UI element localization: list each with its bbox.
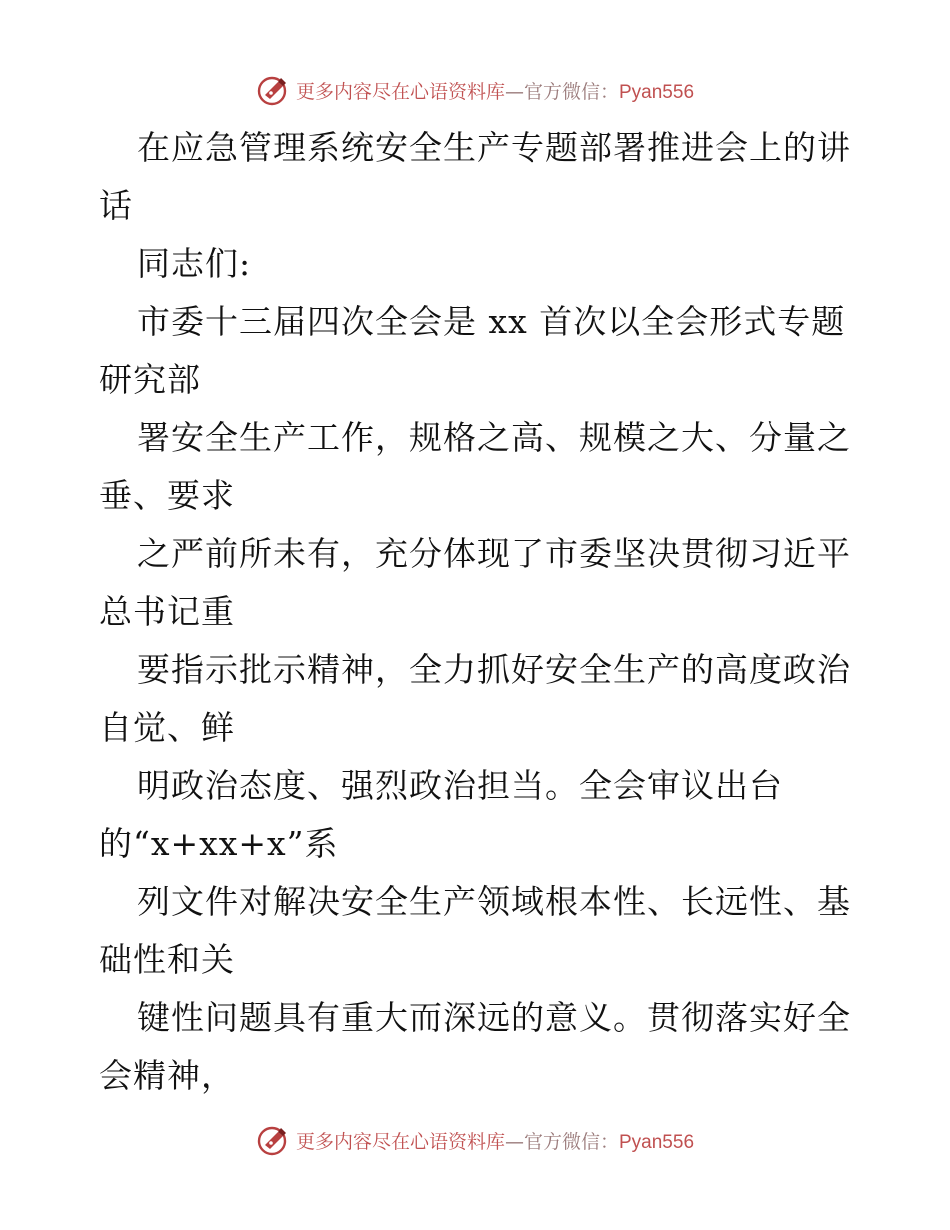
watermark-text: 更多内容尽在心语资料库—官方微信：Pyan556 bbox=[295, 1130, 695, 1153]
paragraph-line: 础性和关 bbox=[99, 940, 235, 979]
header-watermark bbox=[0, 70, 950, 110]
paragraph-line: 市委十三届四次全会是 xx 首次以全会形式专题 bbox=[137, 302, 846, 341]
paragraph-line: 键性问题具有重大而深远的意义。贯彻落实好全 bbox=[137, 998, 851, 1037]
paragraph-line: 会精神， bbox=[99, 1056, 235, 1095]
paragraph-line: 垂、要求 bbox=[99, 476, 235, 515]
paragraph-line: 自觉、鲜 bbox=[99, 708, 235, 747]
watermark-text: 更多内容尽在心语资料库—官方微信：Pyan556 bbox=[295, 80, 695, 103]
salutation: 同志们: bbox=[137, 244, 252, 283]
paragraph-line: 研究部 bbox=[99, 360, 201, 399]
paragraph-line: 要指示批示精神，全力抓好安全生产的高度政治 bbox=[137, 650, 851, 689]
footer-watermark bbox=[0, 1120, 950, 1160]
paragraph-line: 之严前所未有，充分体现了市委坚决贯彻习近平 bbox=[137, 534, 851, 573]
title-line-1: 在应急管理系统安全生产专题部署推进会上的讲 bbox=[137, 128, 851, 167]
paragraph-line: 明政治态度、强烈政治担当。全会审议出台 bbox=[137, 766, 783, 805]
paragraph-line: 的“x+xx+x”系 bbox=[99, 824, 339, 863]
paragraph-line: 署安全生产工作，规格之高、规模之大、分量之 bbox=[137, 418, 851, 457]
pen-nib-circle-icon bbox=[256, 1123, 290, 1157]
pen-nib-circle-icon bbox=[256, 73, 290, 107]
paragraph-line: 列文件对解决安全生产领域根本性、长远性、基 bbox=[137, 882, 851, 921]
title-line-2: 话 bbox=[99, 186, 133, 225]
paragraph-line: 总书记重 bbox=[99, 592, 235, 631]
